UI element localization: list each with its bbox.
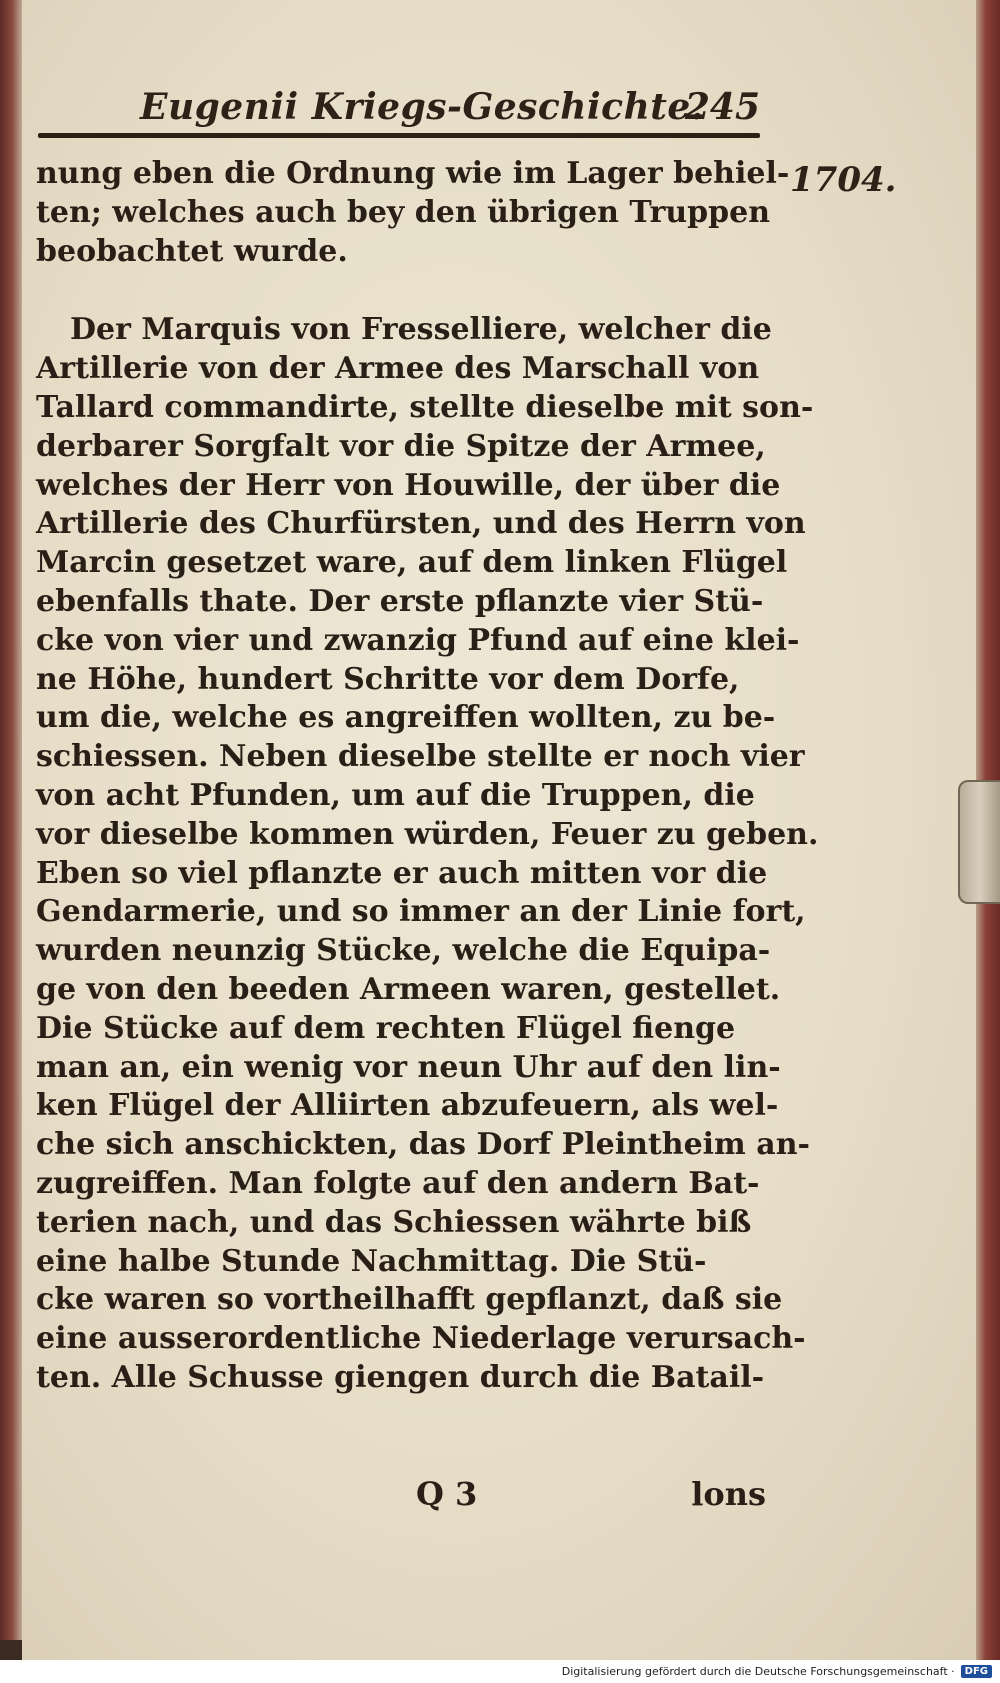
text-line: Artillerie des Churfürsten, und des Herrn von (36, 506, 806, 542)
text-line: eine halbe Stunde Nachmittag. Die Stü- (36, 1243, 707, 1279)
text-line: welches der Herr von Houwille, der über die (36, 467, 781, 503)
page-footer (36, 1475, 766, 1525)
dfg-logo-icon: DFG (961, 1665, 992, 1678)
text-line: beobachtet wurde. (36, 233, 348, 269)
text-line: man an, ein wenig vor neun Uhr auf den lin- (36, 1049, 781, 1085)
text-line: ebenfalls thate. Der erste pflanzte vier Stü- (36, 583, 764, 619)
header-rule (38, 133, 760, 138)
text-line: von acht Pfunden, um auf die Truppen, die (36, 777, 755, 813)
catchword: lons (691, 1475, 766, 1513)
text-line: cke von vier und zwanzig Pfund auf eine klei- (36, 622, 800, 658)
text-line: nung eben die Ordnung wie im Lager behiel- (36, 156, 790, 191)
text-line: Eben so viel pflanzte er auch mitten vor die (36, 855, 768, 891)
margin-year: 1704. (790, 160, 897, 200)
text-line: ten; welches auch bey den übrigen Truppen (36, 194, 771, 230)
credit-bar (0, 1660, 1000, 1683)
text-line: derbarer Sorgfalt vor die Spitze der Armee, (36, 428, 766, 464)
paragraph-gap (36, 271, 766, 311)
book-clasp (958, 780, 1000, 904)
text-line: vor dieselbe kommen würden, Feuer zu geben. (36, 816, 819, 852)
text-line: Tallard commandirte, stellte dieselbe mit son- (36, 389, 814, 425)
credit-text: Digitalisierung gefördert durch die Deutsche Forschungsgemeinschaft · (561, 1665, 955, 1678)
text-line: Artillerie von der Armee des Marschall von (36, 351, 760, 387)
text-line: zugreiffen. Man folgte auf den andern Bat- (36, 1165, 760, 1201)
text-line: eine ausserordentliche Niederlage verursach- (36, 1321, 806, 1357)
page-number: 245 (684, 86, 760, 128)
text-line: Die Stücke auf dem rechten Flügel fienge (36, 1010, 736, 1046)
text-line: terien nach, und das Schiessen währte biß (36, 1204, 752, 1240)
text-line: um die, welche es angreiffen wollten, zu be- (36, 700, 776, 736)
text-line: schiessen. Neben dieselbe stellte er noch vier (36, 739, 805, 775)
text-line: ne Höhe, hundert Schritte vor dem Dorfe, (36, 661, 740, 697)
text-line: Der Marquis von Fresselliere, welcher die (70, 312, 772, 348)
page-header (140, 86, 760, 136)
text-line: cke waren so vortheilhafft gepflanzt, daß sie (36, 1282, 783, 1318)
text-line: wurden neunzig Stücke, welche die Equipa- (36, 933, 771, 969)
text-line: ken Flügel der Alliirten abzufeuern, als wel- (36, 1088, 779, 1124)
running-head: Eugenii Kriegs-Geschichte. (140, 86, 704, 128)
signature-mark: Q 3 (416, 1475, 478, 1513)
body-text (36, 155, 819, 1398)
text-line: ge von den beeden Armeen waren, gestellet. (36, 971, 781, 1007)
text-line: Marcin gesetzet ware, auf dem linken Flügel (36, 545, 788, 581)
text-line: ten. Alle Schusse giengen durch die Batail- (36, 1359, 765, 1395)
text-line: Gendarmerie, und so immer an der Linie fort, (36, 894, 806, 930)
text-line: che sich anschickten, das Dorf Pleintheim an- (36, 1127, 810, 1163)
